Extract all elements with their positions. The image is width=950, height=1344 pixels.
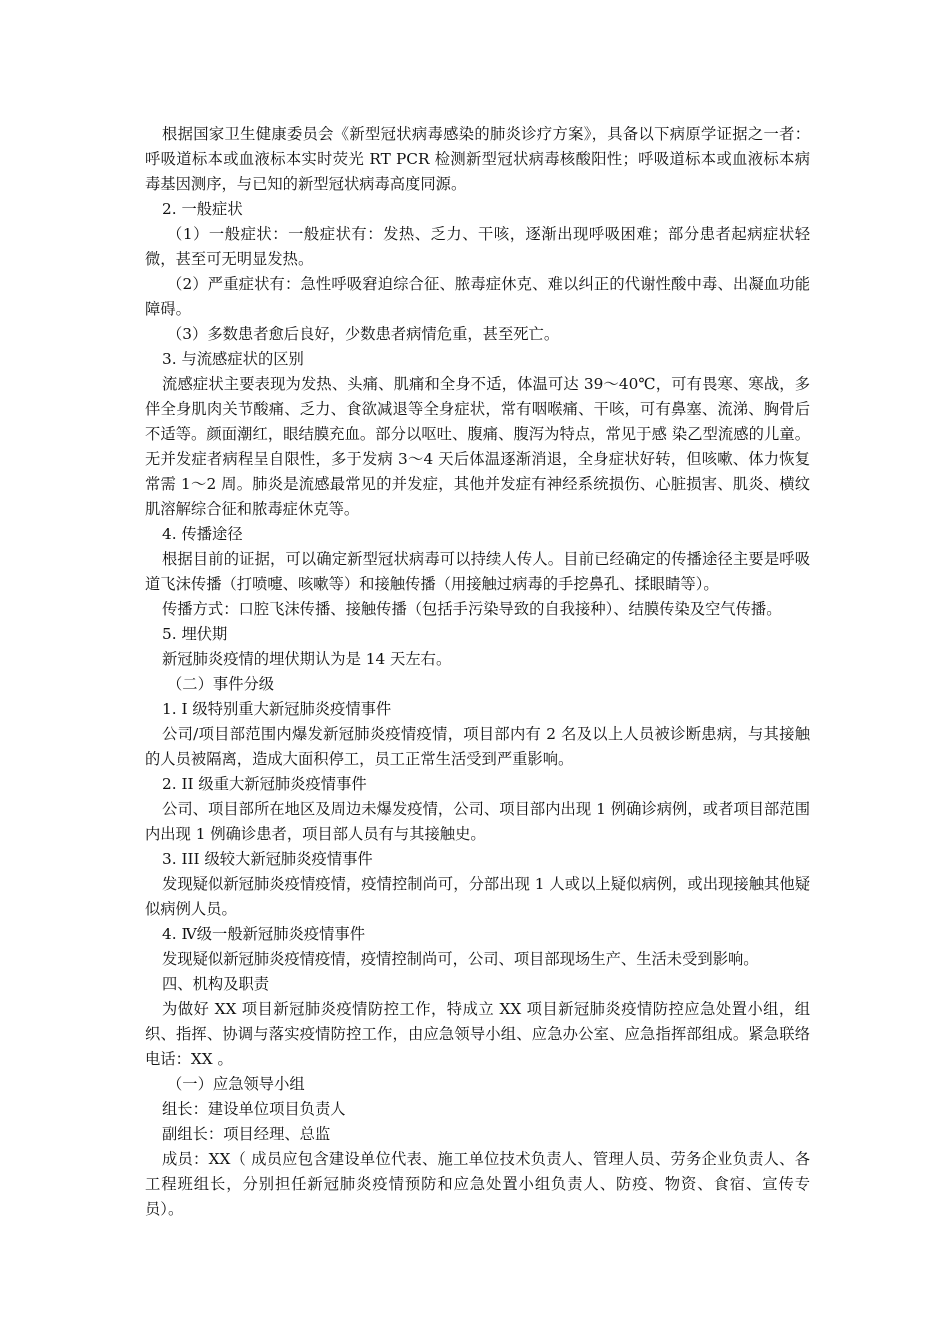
heading-general-symptoms: 2. 一般症状 — [162, 200, 243, 218]
paragraph-level-2: 公司、项目部所在地区及周边未爆发疫情，公司、项目部内出现 1 例确诊病例，或者项目部范围内出现 1 例确诊患者，项目部人员有与其接触史。 — [145, 800, 810, 843]
document-body — [145, 122, 810, 1222]
heading-level-4: 4. Ⅳ级一般新冠肺炎疫情事件 — [162, 925, 366, 943]
paragraph-organization: 为做好 XX 项目新冠肺炎疫情防控工作，特成立 XX 项目新冠肺炎疫情防控应急处置小组，组织、指挥、协调与落实疫情防控工作，由应急领导小组、应急办公室、应急指挥部组成。紧急联络电话：XX 。 — [145, 1000, 810, 1068]
heading-event-grading: （二）事件分级 — [167, 675, 275, 693]
paragraph-deputy-leader: 副组长：项目经理、总监 — [162, 1125, 331, 1143]
paragraph-incubation: 新冠肺炎疫情的埋伏期认为是 14 天左右。 — [162, 650, 452, 668]
paragraph-level-3: 发现疑似新冠肺炎疫情疫情，疫情控制尚可，分部出现 1 人或以上疑似病例，或出现接触其他疑似病例人员。 — [145, 875, 810, 918]
paragraph-level-4: 发现疑似新冠肺炎疫情疫情，疫情控制尚可，公司、项目部现场生产、生活未受到影响。 — [162, 950, 759, 968]
paragraph-symptoms-3: （3）多数患者愈后良好，少数患者病情危重，甚至死亡。 — [167, 325, 560, 343]
paragraph-group-leader: 组长：建设单位项目负责人 — [162, 1100, 346, 1118]
paragraph-flu-symptoms: 流感症状主要表现为发热、头痛、肌痛和全身不适，体温可达 39～40℃，可有畏寒、寒战，多伴全身肌肉关节酸痛、乏力、食欲减退等全身症状，常有咽喉痛、干咳，可有鼻塞、流涕、胸骨后不适等。颜面潮红，眼结膜充血。部分以呕吐、腹痛、腹泻为特点，常见于感 染乙型流感的儿童。无并发症者病程呈自限性，多于发病 3～4 天后体温逐渐消退，全身症状好转，但咳嗽、体力恢复常需 1～2 周。肺炎是流感最常见的并发症，其他并发症有神经系统损伤、心脏损害、肌炎、横纹肌溶解综合征和脓毒症休克等。 — [145, 375, 810, 518]
heading-flu-difference: 3. 与流感症状的区别 — [162, 350, 304, 368]
paragraph-members: 成员：XX（ 成员应包含建设单位代表、施工单位技术负责人、管理人员、劳务企业负责人、各工程班组长，分别担任新冠肺炎疫情预防和应急处置小组负责人、防疫、物资、食宿、宣传专员）。 — [145, 1150, 810, 1218]
paragraph-transmission-routes: 根据目前的证据，可以确定新型冠状病毒可以持续人传人。目前已经确定的传播途径主要是呼吸道飞沫传播（打喷嚏、咳嗽等）和接触传播（用接触过病毒的手挖鼻孔、揉眼睛等）。 — [145, 550, 810, 593]
paragraph-symptoms-2: （2）严重症状有：急性呼吸窘迫综合征、脓毒症休克、难以纠正的代谢性酸中毒、出凝血功能障碍。 — [145, 275, 810, 318]
heading-level-2: 2. II 级重大新冠肺炎疫情事件 — [162, 775, 367, 793]
heading-incubation: 5. 埋伏期 — [162, 625, 228, 643]
paragraph-level-1: 公司/项目部范围内爆发新冠肺炎疫情疫情，项目部内有 2 名及以上人员被诊断患病，与其接触的人员被隔离，造成大面积停工，员工正常生活受到严重影响。 — [145, 725, 810, 768]
heading-level-3: 3. III 级较大新冠肺炎疫情事件 — [162, 850, 373, 868]
heading-organization: 四、机构及职责 — [162, 975, 270, 993]
paragraph-symptoms-1: （1）一般症状：一般症状有：发热、乏力、干咳，逐渐出现呼吸困难；部分患者起病症状轻微，甚至可无明显发热。 — [145, 225, 810, 268]
heading-transmission: 4. 传播途径 — [162, 525, 243, 543]
heading-level-1: 1. I 级特别重大新冠肺炎疫情事件 — [162, 700, 392, 718]
paragraph-transmission-modes: 传播方式：口腔飞沫传播、接触传播（包括手污染导致的自我接种）、结膜传染及空气传播。 — [162, 600, 782, 618]
heading-leadership-group: （一）应急领导小组 — [167, 1075, 305, 1093]
paragraph-diagnosis-criteria: 根据国家卫生健康委员会《新型冠状病毒感染的肺炎诊疗方案》，具备以下病原学证据之一者：呼吸道标本或血液标本实时荧光 RT PCR 检测新型冠状病毒核酸阳性；呼吸道标本或血液标本病毒基因测序，与已知的新型冠状病毒高度同源。 — [145, 125, 810, 193]
